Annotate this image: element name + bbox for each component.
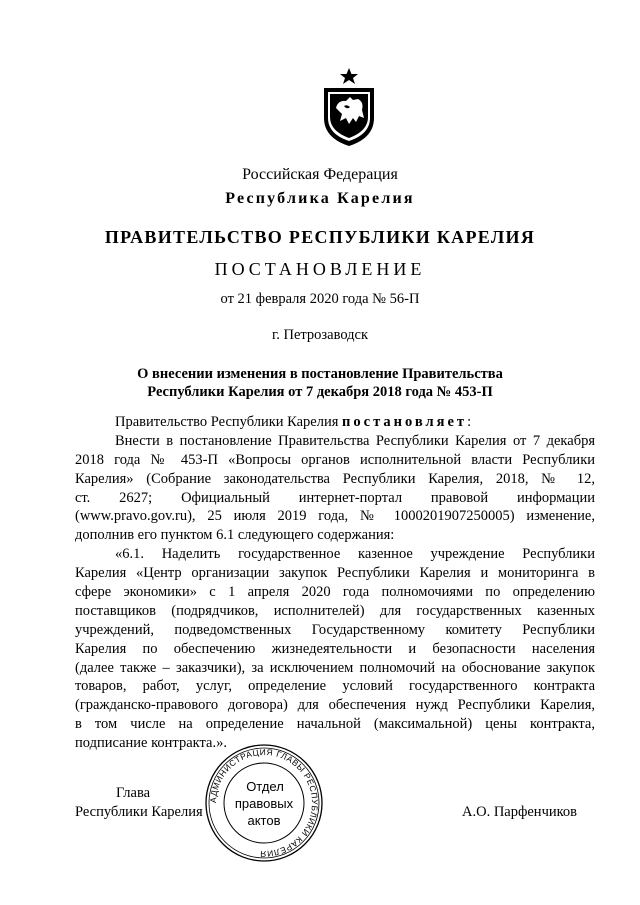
- date-line: от 21 февраля 2020 года № 56-П: [220, 291, 420, 307]
- body-line: товаров, работ, услуг, определение условий государственного контракта: [75, 678, 595, 695]
- stamp-ring-text: АДМИНИСТРАЦИЯ ГЛАВЫ РЕСПУБЛИКИ КАРЕЛИЯ: [207, 746, 321, 860]
- republic-name: Республика Карелия: [225, 190, 415, 207]
- body-line: (далее также – заказчики), за исключением полномочий на обоснование закупок: [75, 659, 595, 676]
- body-line: учреждений, подведомственных Государственному комитету Республики: [75, 621, 595, 638]
- document-type: ПОСТАНОВЛЕНИЕ: [214, 259, 426, 279]
- body-line: поставщиков (подрядчиков, исполнителей) для государственных казенных: [75, 602, 595, 619]
- body-line: Карелия по обеспечению жизнедеятельности и безопасности населения: [75, 640, 595, 657]
- signature-name: А.О. Парфенчиков: [462, 804, 578, 820]
- body-line: подписание контракта.».: [75, 735, 227, 752]
- stamp-line-2: правовых: [234, 796, 294, 811]
- subject-line-2: Республики Карелия от 7 декабря 2018 года № 453-П: [147, 384, 493, 400]
- body-line: Карелия «Центр организации закупок Республики Карелия и мониторинга в: [75, 565, 595, 582]
- body-line: Внести в постановление Правительства Республики Карелия от 7 декабря: [115, 432, 595, 449]
- signature-title: Глава: [116, 785, 151, 801]
- intro-text: Правительство Республики Карелия: [115, 414, 343, 430]
- signature-republic: Республики Карелия: [75, 804, 203, 820]
- paragraph-2: [75, 545, 595, 753]
- body-line: «6.1. Наделить государственное казенное учреждение Республики: [115, 546, 595, 563]
- body-line: Карелия» (Собрание законодательства Республики Карелия, 2018, № 12,: [75, 470, 595, 487]
- paragraph-1: [75, 432, 595, 545]
- stamp-line-3: актов: [247, 813, 281, 828]
- body-line: ст. 2627; Официальный интернет-портал правовой информации: [75, 489, 595, 506]
- intro-keyword: постановляет: [342, 414, 468, 430]
- body-line: (www.pravo.gov.ru), 25 июля 2019 года, № 1000201907250005) изменение,: [75, 508, 595, 525]
- body-line: дополнив его пунктом 6.1 следующего содержания:: [75, 527, 395, 544]
- city: г. Петрозаводск: [271, 327, 369, 343]
- body-line: 2018 года № 453-П «Вопросы органов исполнительной власти Республики: [75, 451, 595, 468]
- intro-end: :: [467, 414, 472, 430]
- stamp-seal: [203, 742, 325, 864]
- body-line: сфере экономики» с 1 апреля 2020 года полномочиями по определению: [75, 584, 595, 601]
- body-line: (гражданско-правового договора) для обеспечения нужд Республики Карелия,: [75, 697, 595, 714]
- stamp-line-1: Отдел: [246, 779, 284, 794]
- document-body: [75, 413, 595, 753]
- government-title: ПРАВИТЕЛЬСТВО РЕСПУБЛИКИ КАРЕЛИЯ: [104, 227, 536, 247]
- karelia-coat-of-arms-icon: [318, 66, 380, 148]
- subject-line-1: О внесении изменения в постановление Правительства: [137, 366, 503, 382]
- body-line: в том числе на определение начальной (максимальной) цены контракта,: [75, 716, 595, 733]
- intro-line: [75, 413, 595, 432]
- country-name: Российская Федерация: [242, 166, 398, 183]
